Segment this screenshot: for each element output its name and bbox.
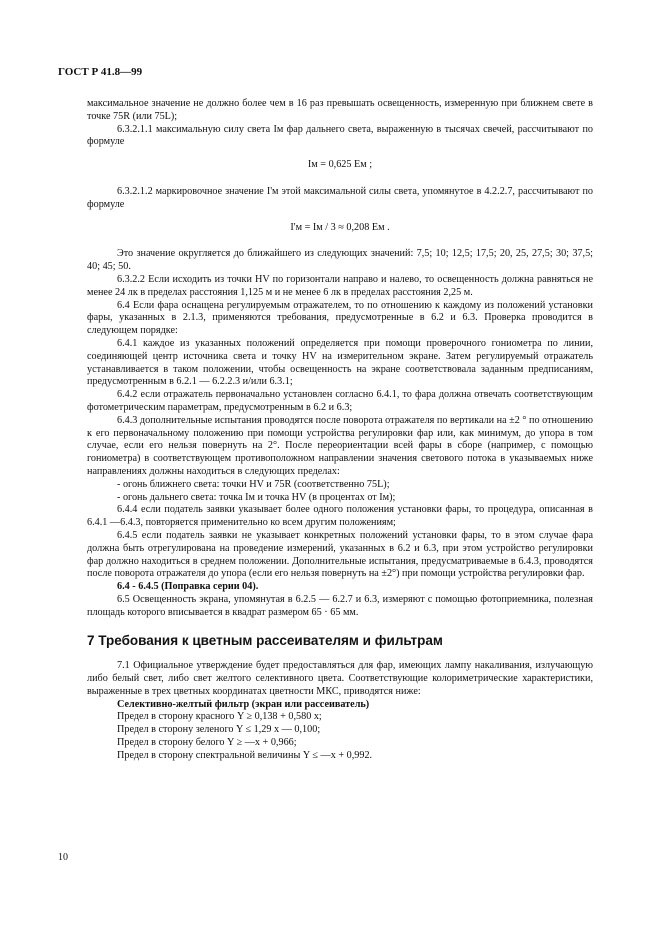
formula: Iм = 0,625 Eм ;	[307, 159, 373, 171]
limit-line: Предел в сторону спектральной величины Y ≤ —x + 0,992.	[117, 749, 373, 761]
paragraph: 6.4.1 каждое из указанных положений определяется при помощи проверочного гониометра по линии, соединяющей центр источника света и точку HV на измерительном экране. Затем регулируемый отражатель устанавливается в таком положении, чтобы освещенность на экране соответствовала заданным предписаниям, предусмотренным в 6.2.1 — 6.2.2.3 и/или 6.3.1;	[87, 337, 593, 388]
paragraph: 6.3.2.1.1 максимальную силу света Iм фар дальнего света, выраженную в тысячах свечей, рассчитывают по формуле	[87, 123, 593, 148]
document-body	[87, 98, 593, 763]
paragraph: 6.5 Освещенность экрана, упомянутая в 6.2.5 — 6.2.7 и 6.3, измеряют с помощью фотоприемника, полезная площадь которого вписывается в квадрат размером 65 · 65 мм.	[87, 593, 593, 618]
paragraph: 6.4.4 если податель заявки указывает более одного положения установки фары, то процедура, описанная в 6.4.1 —6.4.3, повторяется применительно ко всем другим положениям;	[87, 504, 593, 529]
page-header-standard: ГОСТ Р 41.8—99	[58, 66, 143, 78]
limit-line: Предел в сторону белого Y ≥ —x + 0,966;	[117, 737, 297, 749]
paragraph: максимальное значение не должно более чем в 16 раз превышать освещенность, измеренную при ближнем свете в точке 75R (или 75L);	[87, 98, 593, 122]
formula: I'м = Iм / 3 ≈ 0,208 Eм .	[290, 221, 390, 233]
list-item: - огонь дальнего света: точка Iм и точка HV (в процентах от Iм);	[117, 491, 396, 503]
paragraph: 6.4 Если фара оснащена регулируемым отражателем, то по отношению к каждому из положений установки фары, указанных в 2.1.3, применяются требования, предусмотренные в 6.2 и 6.3. Проверка проводится в следующем порядке:	[87, 299, 593, 337]
paragraph: 6.3.2.2 Если исходить из точки HV по горизонтали направо и налево, то освещенность должна равняться не менее 24 лк в пределах расстояния 1,125 м и не менее 6 лк в пределах расстояния 2,25 м.	[87, 273, 593, 298]
paragraph: 7.1 Официальное утверждение будет предоставляться для фар, имеющих лампу накаливания, излучающую либо белый свет, либо свет желтого селективного цвета. Соответствующие колориметрические характеристики, выраженные в трех цветных координатах цветности МКС, приводятся ниже:	[87, 660, 593, 697]
paragraph: 6.4.2 если отражатель первоначально установлен согласно 6.4.1, то фара должна отвечать соответствующим фотометрическим параметрам, предусмотренным в 6.2 и 6.3;	[87, 389, 593, 413]
paragraph: Это значение округляется до ближайшего из следующих значений: 7,5; 10; 12,5; 17,5; 20, 25, 27,5; 30; 37,5; 40; 45; 50.	[87, 248, 593, 273]
paragraph: 6.4.5 если податель заявки не указывает конкретных положений установки фары, то в этом случае фара должна быть отрегулирована на проведение измерений, указанных в 6.2 и 6.3, при этом устройство регулировки фар должно находиться в среднем положении. Дополнительные испытания, предусматриваемые в 6.4.3, проводятся после поворота отражателя до упора (если его нельзя повернуть на ±2°) при помощи устройства регулировки фар.	[87, 529, 593, 580]
paragraph: 6.3.2.1.2 маркировочное значение I'м этой максимальной силы света, упомянутое в 4.2.2.7, рассчитывают по формуле	[87, 185, 593, 210]
list-item: - огонь ближнего света: точки HV и 75R (соответственно 75L);	[117, 478, 390, 490]
section-heading: 7 Требования к цветным рассеивателям и фильтрам	[87, 633, 443, 649]
limit-line: Предел в сторону зеленого Y ≤ 1,29 x — 0,100;	[117, 724, 321, 736]
page-number: 10	[58, 852, 68, 863]
amendment-note: 6.4 - 6.4.5 (Поправка серии 04).	[117, 581, 259, 593]
limit-line: Предел в сторону красного Y ≥ 0,138 + 0,580 x;	[117, 711, 322, 723]
paragraph: 6.4.3 дополнительные испытания проводятся после поворота отражателя по вертикали на ±2 ° по отношению к его первоначальному положению при помощи устройства регулировки фар или, как минимум, до упора в том случае, если его нельзя повернуть на 2°. После переориентации всей фары в сборе (например, с помощью гониометра) в соответствующем противоположном направлении значения светового потока в указываемых ниже направлениях должны находиться в следующих пределах:	[87, 414, 593, 477]
subheading: Селективно-желтый фильтр (экран или рассеиватель)	[117, 698, 370, 710]
